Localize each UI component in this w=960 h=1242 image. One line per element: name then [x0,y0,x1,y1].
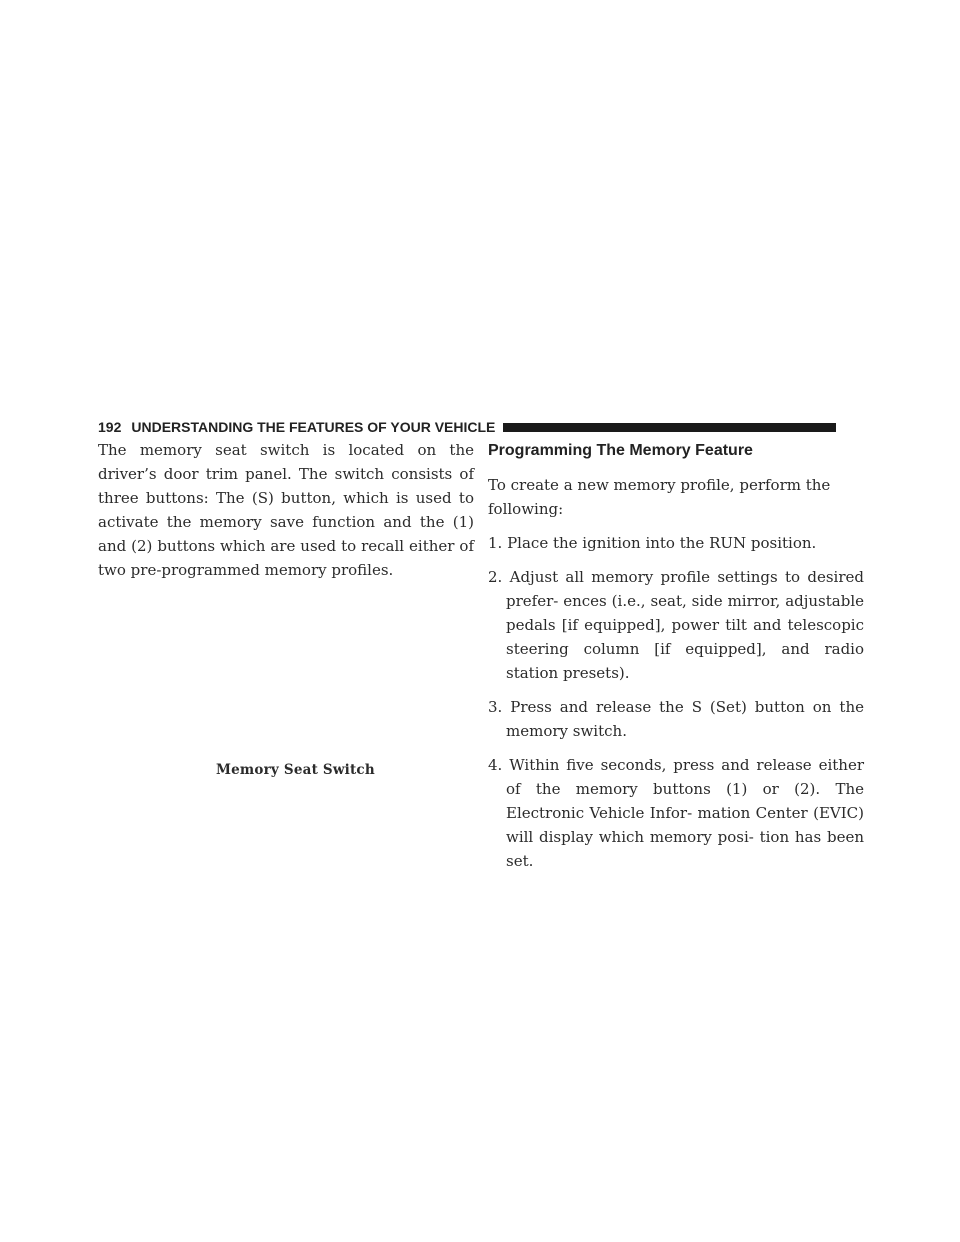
page-number: 192 [98,419,122,435]
step-text: Press and release the S (Set) button on the memory switch. [506,698,864,740]
step-item [488,565,864,685]
section-title: UNDERSTANDING THE FEATURES OF YOUR VEHICLE [131,419,496,435]
step-number: 2. [488,568,503,586]
step-number: 4. [488,756,503,774]
step-item [488,753,864,873]
memory-seat-switch-figure [98,560,474,750]
right-column [488,438,864,883]
step-item [488,531,864,555]
intro-text: To create a new memory profile, perform the following: [488,476,831,518]
memory-switch-description: The memory seat switch is located on the driver’s door trim panel. The switch consists of three buttons: The (S) button, which is used to activate the memory save function and the (1) and (2) buttons which are used to recall either of two pre-programmed memory profiles. [98,441,474,579]
step-text: Within five seconds, press and release either of the memory buttons (1) or (2). The Electronic Vehicle Infor- mation Center (EVIC) will display which memory posi- tion has been set. [506,756,864,870]
step-number: 1. [488,534,503,552]
header-rule [503,423,836,432]
step-text: Adjust all memory profile settings to desired prefer- ences (i.e., seat, side mirror, adjustable pedals [if equipped], power tilt and telescopic steering column [if equipped], and radio station presets). [506,568,864,682]
page-header [98,416,836,438]
section-heading: Programming The Memory Feature [488,442,753,459]
step-text: Place the ignition into the RUN position. [507,534,817,552]
step-number: 3. [488,698,503,716]
steps-list [488,531,864,873]
figure-caption: Memory Seat Switch [216,762,375,778]
step-item [488,695,864,743]
